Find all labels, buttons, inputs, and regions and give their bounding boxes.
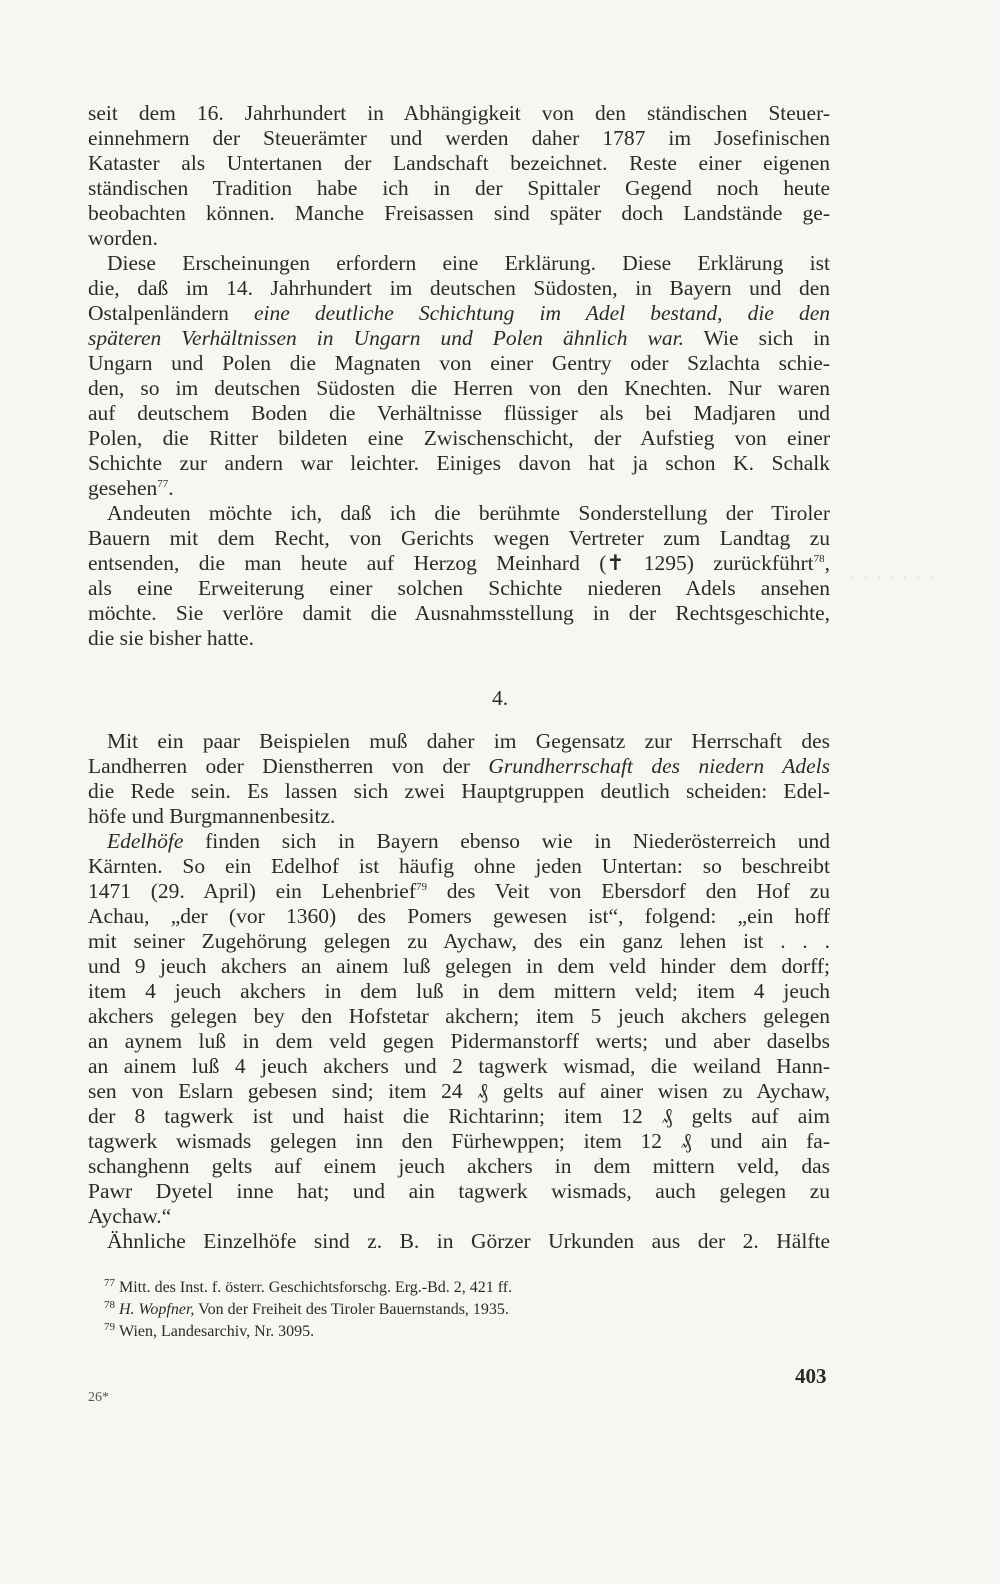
footnote-text: Mitt. des Inst. f. österr. Geschichtsforschg. Erg.-Bd. 2, 421 ff.: [119, 1279, 513, 1296]
text-line: möchte. Sie verlöre damit die Ausnahmsstellung in der Rechtsgeschichte,: [88, 601, 830, 625]
text-line: sen von Eslarn gebesen sind; item 24 ₰ gelts auf ainer wisen zu Aychaw,: [88, 1079, 830, 1103]
emphasis-text: Edelhöfe: [107, 829, 184, 853]
text-line: mit seiner Zugehörung gelegen zu Aychaw, des ein ganz lehen ist . . .: [88, 929, 830, 953]
text-line: der 8 tagwerk ist und haist die Richtarinn; item 12 ₰ gelts auf aim: [88, 1104, 830, 1128]
footnote-reference: 79: [416, 880, 427, 893]
footnote-text: Wien, Landesarchiv, Nr. 3095.: [119, 1323, 315, 1340]
text-line: die sie bisher hatte.: [88, 626, 254, 650]
text-line: [88, 301, 830, 326]
text-span: Wie sich in: [703, 326, 830, 350]
text-line: die Rede sein. Es lassen sich zwei Hauptgruppen deutlich scheiden: Edel-: [88, 779, 830, 803]
section-heading: 4.: [491, 686, 509, 710]
text-line: die, daß im 14. Jahrhundert im deutschen Südosten, in Bayern und den: [88, 276, 830, 300]
text-line: und 9 jeuch akchers an ainem luß gelegen in dem veld hinder dem dorff;: [88, 954, 830, 978]
text-span: Ostalpenländern: [88, 301, 229, 325]
text-line: Aychaw.“: [88, 1204, 172, 1228]
text-line: höfe und Burgmannenbesitz.: [88, 804, 336, 828]
text-line: Achau, „der (vor 1360) des Pomers gewesen ist“, folgend: „ein hoff: [88, 904, 830, 928]
text-line: [88, 879, 830, 904]
text-line: seit dem 16. Jahrhundert in Abhängigkeit von den ständischen Steuer-: [88, 101, 830, 125]
text-line: Polen, die Ritter bildeten eine Zwischenschicht, der Aufstieg von einer: [88, 426, 830, 450]
text-line: Andeuten möchte ich, daß ich die berühmte Sonderstellung der Tiroler: [107, 501, 830, 525]
footnote: [104, 1278, 512, 1298]
text-span: entsenden, die man heute auf Herzog Meinhard (✝ 1295) zurückführt: [88, 551, 814, 575]
text-line: [88, 551, 830, 576]
emphasis-text: Grundherrschaft des niedern Adels: [488, 754, 830, 778]
signature-mark: 26*: [88, 1390, 109, 1405]
text-line: Ungarn und Polen die Magnaten von einer Gentry oder Szlachta schie-: [88, 351, 830, 375]
text-line: item 4 jeuch akchers in dem luß in dem mittern veld; item 4 jeuch: [88, 979, 830, 1003]
footnote-number: 78: [104, 1298, 115, 1311]
text-line: tagwerk wismads gelegen inn den Fürhewppen; item 12 ₰ und ain fa-: [88, 1129, 830, 1153]
footnote-reference: 78: [813, 552, 825, 565]
emphasis-text: späteren Verhältnissen in Ungarn und Polen ähnlich war.: [88, 326, 684, 350]
footnote-number: 79: [104, 1320, 115, 1333]
text-line: [107, 829, 830, 854]
text-line: [88, 476, 830, 501]
page-number: 403: [795, 1364, 827, 1388]
margin-dots: · · · · · · · ·: [838, 570, 936, 584]
text-line: Mit ein paar Beispielen muß daher im Gegensatz zur Herrschaft des: [107, 729, 830, 753]
text-line: Schichte zur andern war leichter. Einiges davon hat ja schon K. Schalk: [88, 451, 830, 475]
text-line: [88, 326, 830, 351]
footnote: [104, 1300, 509, 1320]
text-line: Pawr Dyetel inne hat; und ain tagwerk wismads, auch gelegen zu: [88, 1179, 830, 1203]
emphasis-text: eine deutliche Schichtung im Adel bestand, die den: [254, 301, 830, 325]
footnote-number: 77: [104, 1276, 115, 1289]
text-line: als eine Erweiterung einer solchen Schichte niederen Adels ansehen: [88, 576, 830, 600]
footnote-reference: 77: [157, 477, 169, 490]
text-line: an aynem luß in dem veld gegen Pidermanstorff werts; und aber daselbs: [88, 1029, 830, 1053]
text-line: Ähnliche Einzelhöfe sind z. B. in Görzer Urkunden aus der 2. Hälfte: [107, 1229, 830, 1253]
text-span: des Veit von Ebersdorf den Hof zu: [446, 879, 831, 903]
text-span: 1471 (29. April) ein Lehenbrief$^{79}$: [88, 879, 427, 903]
text-span: finden sich in Bayern ebenso wie in Niederösterreich und: [205, 829, 831, 853]
text-line: Kataster als Untertanen der Landschaft bezeichnet. Reste einer eigenen: [88, 151, 830, 175]
text-line: Diese Erscheinungen erfordern eine Erklärung. Diese Erklärung ist: [107, 251, 830, 275]
text-line: Kärnten. So ein Edelhof ist häufig ohne jeden Untertan: so beschreibt: [88, 854, 830, 878]
text-line: akchers gelegen bey den Hofstetar akchern; item 5 jeuch akchers gelegen: [88, 1004, 830, 1028]
text-line: den, so im deutschen Südosten die Herren von den Knechten. Nur waren: [88, 376, 830, 400]
footnote-text: Von der Freiheit des Tiroler Bauernstands, 1935.: [198, 1301, 509, 1318]
text-line: schanghenn gelts auf einem jeuch akchers in dem mittern veld, das: [88, 1154, 830, 1178]
footnote-author: H. Wopfner,: [119, 1301, 195, 1318]
footnote: [104, 1322, 314, 1342]
text-span: gesehen: [88, 476, 158, 500]
text-line: [88, 754, 830, 779]
text-span: Landherren oder Dienstherren von der: [88, 754, 470, 778]
text-span: .: [168, 476, 174, 500]
text-line: worden.: [88, 226, 158, 250]
text-line: beobachten können. Manche Freisassen sind später doch Landstände ge-: [88, 201, 830, 225]
text-line: auf deutschem Boden die Verhältnisse flüssiger als bei Madjaren und: [88, 401, 830, 425]
text-line: einnehmern der Steuerämter und werden daher 1787 im Josefinischen: [88, 126, 830, 150]
text-span: ,: [824, 551, 830, 575]
text-line: Bauern mit dem Recht, von Gerichts wegen Vertreter zum Landtag zu: [88, 526, 830, 550]
text-line: ständischen Tradition habe ich in der Spittaler Gegend noch heute: [88, 176, 830, 200]
text-line: an ainem luß 4 jeuch akchers und 2 tagwerk wismad, die weiland Hann-: [88, 1054, 830, 1078]
